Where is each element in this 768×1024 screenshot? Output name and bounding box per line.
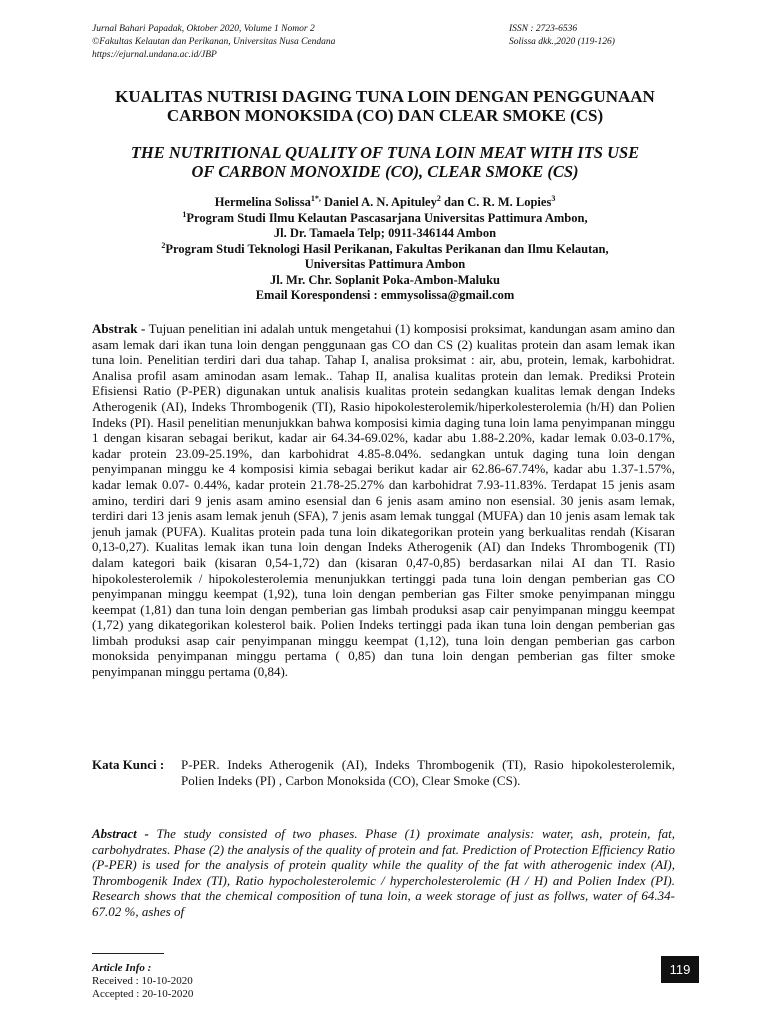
affiliation-1-address: Jl. Dr. Tamaela Telp; 0911-346144 Ambon <box>273 226 497 240</box>
title-line: THE NUTRITIONAL QUALITY OF TUNA LOIN MEAT WITH ITS USE <box>130 143 640 162</box>
article-info <box>92 962 193 1001</box>
journal-name: Jurnal Bahari Papadak, Oktober 2020, Volume 1 Nomor 2 <box>92 24 315 34</box>
author-name: Daniel A. N. Apituley <box>320 195 437 209</box>
keywords-text: P-PER. Indeks Atherogenik (AI), Indeks Thrombogenik (TI), Rasio hipokolesterolemik, Polien Indeks (PI) , Carbon Monoksida (CO), Clear Smoke (CS). <box>181 757 675 788</box>
author-list <box>60 195 710 211</box>
issn: ISSN : 2723-6536 <box>509 24 578 34</box>
journal-publisher: ©Fakultas Kelautan dan Perikanan, Universitas Nusa Cendana <box>92 37 336 47</box>
author-name: Hermelina Solissa <box>214 195 311 209</box>
author-sup: 2 <box>436 193 441 203</box>
abstrak-paragraph <box>92 321 675 680</box>
paper-title-indonesian <box>60 87 710 125</box>
title-line: OF CARBON MONOXIDE (CO), CLEAR SMOKE (CS) <box>191 162 579 181</box>
title-line: KUALITAS NUTRISI DAGING TUNA LOIN DENGAN PENGGUNAAN <box>115 87 655 106</box>
accepted-date: Accepted : 20-10-2020 <box>92 988 194 1000</box>
title-line: CARBON MONOKSIDA (CO) DAN CLEAR SMOKE (CS) <box>166 106 604 125</box>
journal-header <box>92 23 335 62</box>
affiliation-text: Program Studi Teknologi Hasil Perikanan, Fakultas Perikanan dan Ilmu Kelautan, <box>165 241 609 256</box>
abstract-text: The study consisted of two phases. Phase (1) proximate analysis: water, ash, protein, fat, carbohydrates. Phase (2) the analysis of the quality of protein and fat. Prediction of Protection Efficiency Ratio (P-PER) is used for the analysis of protein quality while the quality of the fat with atherogenic index (AI), Thrombogenik Index (TI), Ratio hypocholesterolemic / hypercholesterolemic (H / H) and Polien Index (PI). Research shows that the chemical composition of tuna loin, a week storage of just as follws, water of 64.34-67.02 %, ashes of <box>92 826 675 919</box>
abstrak-label: Abstrak - <box>92 321 146 336</box>
affiliation-2 <box>60 242 710 258</box>
affiliation-sup: 2 <box>161 240 166 250</box>
affiliation-text: Program Studi Ilmu Kelautan Pascasarjana Universitas Pattimura Ambon, <box>186 210 588 225</box>
page-number: 119 <box>661 956 699 983</box>
keywords-label: Kata Kunci : <box>92 757 165 772</box>
author-block <box>60 195 710 304</box>
author-name: dan C. R. M. Lopies <box>440 195 552 209</box>
correspondence-email[interactable]: Email Korespondensi : emmysolissa@gmail.com <box>255 288 515 302</box>
footer-divider <box>92 953 164 954</box>
affiliation-2-university: Universitas Pattimura Ambon <box>304 257 466 271</box>
citation-short: Solissa dkk.,2020 (119-126) <box>509 37 615 47</box>
abstrak-text: Tujuan penelitian ini adalah untuk mengetahui (1) komposisi proksimat, kandungan asam amino dan asam lemak dari ikan tuna loin dengan penggunaan gas CO dan CS (2) kualitas protein dan asam lemak ikan tuna loin. Penelitian terdiri dari dua tahap. Tahap I, analisa proksimat : air, abu, protein, lemak, karbohidrat. Analisa profil asam aminodan asam lemak.. Tahap II, analisa kualitas protein dan lemak. Prediksi Protein Efisiensi Ratio (P-PER) digunakan untuk analisis kualitas protein sedangkan kualitas lemak dengan Indeks Atherogenik (AI), Indeks Thrombogenik (TI), Rasio hipokolesterolemik/hiperkolesterolemia (h/H) dan Polien Indeks (PI). Hasil penelitian menunjukkan bahwa komposisi kimia daging tuna loin lama penyimpanan minggu 1 dengan kisaran sebagai berikut, kadar air 64.34-69.02%, kadar abu 1.88-2.20%, kadar lemak 0.03-0.17%, kadar protein 23.09-25.19%, dan karbohidrat 4.85-8.04%. sedangkan untuk daging tuna loin dengan penyimpanan minggu ke 4 komposisi kimia sebagai berikut kadar air 62.86-67.74%, kadar abu 1.37-1.57%, kadar lemak 0.07- 0.44%, kadar protein 21.78-25.27% dan karbohidrat 7.93-11.83%. Terdapat 15 jenis asam amino, terdiri dari 9 jenis asam amino esensial dan 6 jenis asam amino non esensial. 30 jenis asam lemak, terdiri dari 13 jenis asam lemak jenuh (SFA), 7 jenis asam lemak tunggal (MUFA) dan 10 jenis asam lemak tak jenuh jamak (PUFA). Kualitas protein pada tuna loin dikategorikan protein yang berkualitas rendah (Kisaran 0,13-0,27). Kualitas lemak ikan tuna loin dengan Indeks Atherogenik (AI) dan Indeks Thrombogenik (TI) dalam kategori baik (kisaran 0,54-1,72) dan (kisaran 0,47-0,85) berdasarkan nilai AI dan TI. Rasio hipokolesterolemik / hipokolesterolemia menunjukkan tertinggi pada tuna loin dengan pemberian gas CO penyimpanan minggu keempat (1,92), tuna loin dengan pemberian gas Filter smoke penyimpanan minggu keempat (1,81) dan tuna loin dengan pemberian gas limbah produksi asap cair penyimpanan minggu keempat (1,72) yang dikategorikan kolesterol baik. Polien Indeks tertinggi pada ikan tuna loin dengan pemberian gas limbah produksi asap cair penyimpanan minggu keempat (1,12), tuna loin dengan pemberian gas carbon monoksida penyimpanan minggu pertama ( 0,85) dan tuna loin dengan pemberian gas filter smoke penyimpanan minggu pertama (0,84). <box>92 321 675 680</box>
journal-url[interactable]: https://ejurnal.undana.ac.id/JBP <box>92 50 217 60</box>
paper-title-english <box>60 143 710 181</box>
author-sup: 3 <box>551 193 556 203</box>
journal-header-right <box>509 23 615 49</box>
affiliation-1 <box>60 211 710 227</box>
received-date: Received : 10-10-2020 <box>92 975 193 987</box>
abstract-paragraph <box>92 826 675 920</box>
affiliation-sup: 1 <box>182 209 187 219</box>
article-info-title: Article Info : <box>92 962 152 974</box>
affiliation-2-address: Jl. Mr. Chr. Soplanit Poka-Ambon-Maluku <box>269 272 501 287</box>
author-sup: 1*, <box>310 193 321 203</box>
abstract-label: Abstract - <box>92 826 149 841</box>
